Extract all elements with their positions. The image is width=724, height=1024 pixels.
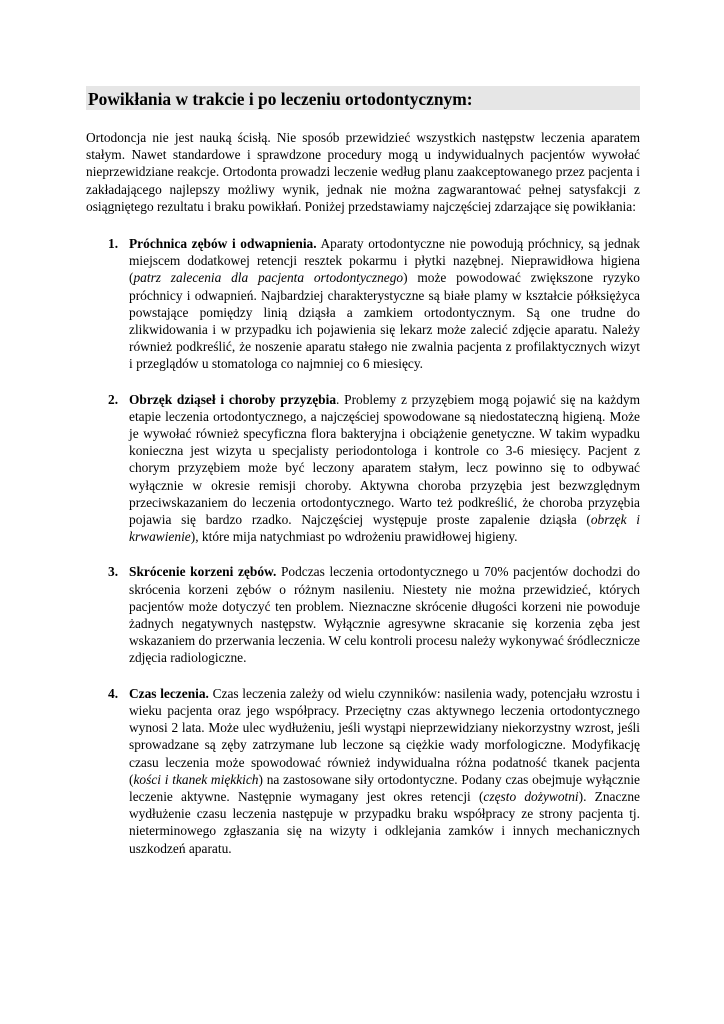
list-item-number: 3. <box>108 564 119 580</box>
list-item <box>86 563 640 666</box>
complications-list <box>86 235 640 857</box>
list-item <box>86 235 640 373</box>
list-item-text: Podczas leczenia ortodontycznego u 70% pacjentów dochodzi do skrócenia korzeni zębów o różnym nasileniu. Niestety nie można przewidzieć, których pacjentów może dotyczyć ten problem. Nieznaczne skrócenie długości korzeni nie powoduje żadnych negatywnych następstw. Wyłącznie agresywne skracanie się korzenia zęba jest wskazaniem do przerwania leczenia. W celu kontroli procesu należy wykonywać śródlecznicze zdjęcia radiologiczne. <box>129 564 640 666</box>
document-page <box>86 86 640 857</box>
intro-paragraph: Ortodoncja nie jest nauką ścisłą. Nie sposób przewidzieć wszystkich następstw leczenia aparatem stałym. Nawet standardowe i sprawdzone procedury mogą u indywidualnych pacjentów wywołać nieprzewidziane reakcje. Ortodonta prowadzi leczenie według planu zaakceptowanego przez pacjenta i zakładającego najlepszy możliwy wynik, jednak nie można zagwarantować pełnej satysfakcji z osiągniętego rezultatu i braku powikłań. Poniżej przedstawiamy najczęściej zdarzające się powikłania: <box>86 130 640 214</box>
list-item-number: 4. <box>108 685 119 701</box>
list-item <box>86 391 640 546</box>
list-item-number: 2. <box>108 391 119 407</box>
list-item-heading: Próchnica zębów i odwapnienia. <box>129 236 317 252</box>
list-item-emphasis: kości i tkanek miękkich <box>133 771 259 787</box>
list-item-text: Aparaty ortodontyczne nie powodują próchnicy, są jednak miejscem dodatkowej retencji resztek pokarmu i płytki nazębnej. Nieprawidłowa higiena ( <box>129 236 640 286</box>
list-item-emphasis: obrzęk i krwawienie <box>129 512 640 545</box>
list-item-text: ). Znaczne wydłużenie czasu leczenia następuje w przypadku braku współpracy ze strony pacjenta tj. nieterminowego zgłaszania się na wizyty i odklejania zamków i innych mechanicznych uszkodzeń aparatu. <box>129 788 641 856</box>
list-item-heading: Skrócenie korzeni zębów. <box>129 564 277 580</box>
list-item-emphasis: patrz zalecenia dla pacjenta ortodontycznego <box>133 270 404 286</box>
list-item-heading: Obrzęk dziąseł i choroby przyzębia <box>129 391 337 407</box>
list-item-text: Czas leczenia zależy od wielu czynników: nasilenia wady, potencjału wzrostu i wieku pacjenta oraz jego współpracy. Przeciętny czas aktywnego leczenia ortodontycznego wynosi 2 lata. Może ulec wydłużeniu, jeśli wystąpi nieprzewidziany niekorzystny wzrost, jeśli sprowadzane są zęby zatrzymane lub leczone są ciężkie wady morfologiczne. Modyfikację czasu leczenia może spowodować również indywidualna różna podatność tkanek pacjenta ( <box>129 685 640 787</box>
list-item-text: ) na zastosowane siły ortodontyczne. Podany czas obejmuje wyłącznie leczenie aktywne. Następnie wymagany jest okres retencji ( <box>129 771 640 804</box>
list-item-number: 1. <box>108 236 119 252</box>
page-title: Powikłania w trakcie i po leczeniu ortodontycznym: <box>88 89 473 109</box>
section-heading <box>86 86 640 110</box>
list-item-emphasis: często dożywotni <box>483 788 579 804</box>
list-item-text: ), które mija natychmiast po wdrożeniu prawidłowej higieny. <box>190 529 518 545</box>
list-item-text: ) może powodować zwiększone ryzyko próchnicy i odwapnień. Najbardziej charakterystyczne są białe plamy w kształcie półksiężyca powstające pomiędzy linią dziąsła a zamkiem ortodontycznym. Są one trudne do zlikwidowania i w przypadku ich pojawienia się lekarz może zalecić zdjęcie aparatu. Należy również podkreślić, że noszenie aparatu stałego nie zwalnia pacjenta z profilaktycznych wizyt i przeglądów u stomatologa co najmniej co 6 miesięcy. <box>129 270 641 372</box>
list-item-text: . Problemy z przyzębiem mogą pojawić się na każdym etapie leczenia ortodontycznego, a najczęściej spowodowane są niedostateczną higieną. Może je wywołać również specyficzna flora bakteryjna i obciążenie genetyczne. W takim wypadku konieczna jest wizyta u specjalisty periodontologa i kontrole co 3-6 miesięcy. Pacjent z chorym przyzębiem może być leczony aparatem stałym, lecz powinno się to odbywać wyłącznie w okresie remisji choroby. Aktywna choroba przyzębia jest bezwzględnym przeciwskazaniem do leczenia ortodontycznego. Warto też podkreślić, że choroba przyzębia pojawia się bardzo rzadko. Najczęściej występuje proste zapalenie dziąsła ( <box>129 391 640 528</box>
list-item <box>86 685 640 857</box>
list-item-heading: Czas leczenia. <box>129 685 209 701</box>
